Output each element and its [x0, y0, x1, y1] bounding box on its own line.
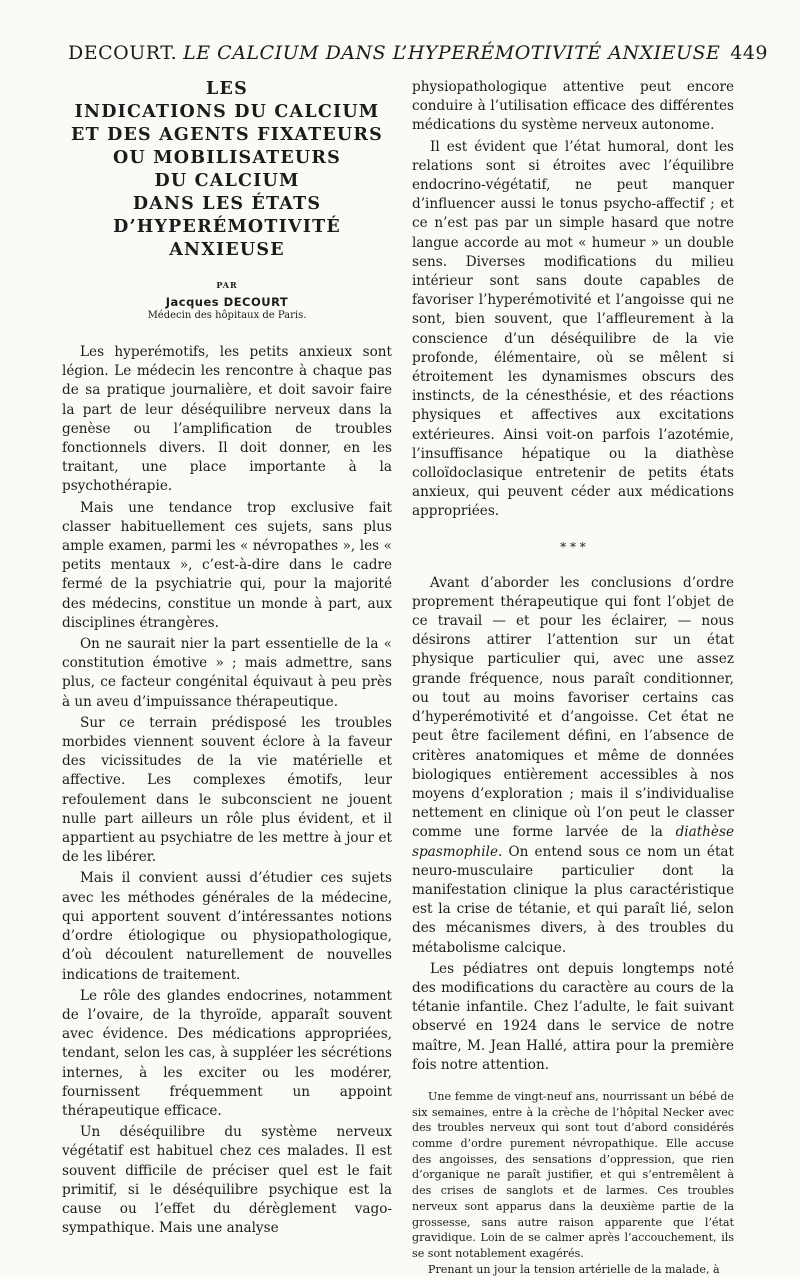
paragraph-text: . On entend sous ce nom un état neuro-musculaire particulier dont la manifestation clinique la plus caractéristique est la crise de tétanie, et qui paraît lié, selon des mécanismes divers, à des troubles du métabolisme calcique. — [412, 843, 734, 956]
case-report — [412, 1089, 734, 1277]
running-head — [68, 42, 768, 64]
paragraph — [412, 574, 734, 958]
section-break-asterism: * * * — [560, 539, 586, 554]
paragraph: Les pédiatres ont depuis longtemps noté des modifications du caractère au cours de la tétanie infantile. Chez l’adulte, le fait suivant observé en 1924 dans le service de notre maître, M. Jean Hallé, attira pour la première fois notre attention. — [412, 960, 734, 1073]
paragraph: Les hyperémotifs, les petits anxieux sont légion. Le médecin les rencontre à chaque pas de sa pratique journalière, et doit savoir faire la part de leur déséquilibre nerveux dans la genèse ou l’amplification de troubles fonctionnels divers. Il doit donner, en les traitant, une place importante à la psychothérapie. — [62, 344, 392, 495]
article-title-line: LES — [206, 79, 248, 99]
paragraph: Un déséquilibre du système nerveux végétatif est habituel chez ces malades. Il est souvent difficile de préciser quel est le fait primitif, si le déséquilibre psychique est la cause ou l’effet du dérèglement vago-sympathique. Mais une analyse — [62, 1124, 392, 1237]
left-column — [62, 78, 392, 1240]
paragraph: Mais il convient aussi d’étudier ces sujets avec les méthodes générales de la médecine, qui apportent souvent d’intéressantes notions d’ordre étiologique ou physiopathologique, d’où découlent naturellement de nouvelles indications de traitement. — [62, 870, 392, 983]
left-body — [62, 343, 392, 1238]
article-title-line: DANS LES ÉTATS — [132, 194, 322, 214]
italic-term: diathèse spasmophile — [412, 824, 734, 860]
case-report-paragraph: Une femme de vingt-neuf ans, nourrissant un bébé de six semaines, entre à la crèche de l’hôpital Necker avec des troubles nerveux qui sont tout d’abord considérés comme d’ordre purement névropathique. Elle accuse des angoisses, des sensations d’oppression, que rien d’organique ne paraît justifier, et qui s’entremêlent à des crises de sanglots et de larmes. Ces troubles nerveux sont apparus dans la deuxième partie de la grossesse, sans autre raison apparente que l’état gravidique. Loin de se calmer après l’accouchement, ils se sont notablement exagérés. — [412, 1089, 734, 1260]
author-affiliation: Médecin des hôpitaux de Paris. — [147, 310, 307, 321]
right-column — [412, 78, 734, 1277]
paragraph-text: Avant d’aborder les conclusions d’ordre proprement thérapeutique qui font l’objet de ce travail — et pour les éclairer, — nous désirons attirer l’attention sur un état physique particulier qui, avec une assez grande fréquence, nous paraît conditionner, ou tout au moins favoriser certains cas d’hyperémotivité et d’angoisse. Cet état ne peut être facilement défini, en l’absence de critères anatomiques et même de données biologiques entièrement accessibles à nos moyens d’exploration ; mais il s’individualise nettement en clinique où l’on peut le classer comme une forme larvée de la — [412, 574, 734, 841]
paragraph: Il est évident que l’état humoral, dont les relations sont si étroites avec l’équilibre endocrino-végétatif, ne peut manquer d’influencer aussi le tonus psycho-affectif ; et ce n’est pas par un simple hasard que notre langue accorde au mot « humeur » un double sens. Diverses modifications du milieu intérieur sont sans doute capables de favoriser l’hyperémotivité et l’angoisse qui ne sont, bien souvent, que l’affleurement à la conscience d’un déséquilibre de la vie profonde, élémentaire, où se mêlent si étroitement les dynamismes obscurs des instincts, de la cénesthésie, et des réactions physiques et affectives aux excitations extérieures. Ainsi voit-on parfois l’azotémie, l’insuffisance hépatique ou la diathèse colloïdoclasique entretenir de petits états anxieux, qui peuvent céder aux médications appropriées. — [412, 138, 734, 520]
running-head-title: LE CALCIUM DANS L’HYPERÉMOTIVITÉ ANXIEUSE — [183, 42, 721, 64]
article-title-line: D’HYPERÉMOTIVITÉ — [113, 217, 341, 237]
page-number: 449 — [730, 42, 768, 64]
paragraph-continuation: physiopathologique attentive peut encore conduire à l’utilisation efficace des différentes médications du système nerveux autonome. — [412, 79, 734, 134]
case-report-paragraph: Prenant un jour la tension artérielle de la malade, à — [428, 1262, 720, 1276]
article-title-line: ANXIEUSE — [169, 240, 285, 260]
paragraph: On ne saurait nier la part essentielle de la « constitution émotive » ; mais admettre, sans plus, ce facteur congénital équivaut à peu près à un aveu d’impuissance thérapeutique. — [62, 636, 392, 710]
article-title-block — [62, 78, 392, 321]
paragraph: Sur ce terrain prédisposé les troubles morbides viennent souvent éclore à la faveur des vicissitudes de la vie matérielle et affective. Les complexes émotifs, leur refoulement dans le subconscient ne jouent nulle part ailleurs un rôle plus évident, et il appartient au psychiatre de les mettre à jour et de les libérer. — [62, 714, 392, 866]
article-title-line: INDICATIONS DU CALCIUM — [74, 102, 380, 122]
author-name: Jacques DECOURT — [165, 295, 289, 309]
byline-par: PAR — [216, 280, 238, 290]
article-title-line: OU MOBILISATEURS — [113, 148, 341, 168]
paragraph: Le rôle des glandes endocrines, notamment de l’ovaire, de la thyroïde, apparaît souvent avec évidence. Des médications appropriées, tendant, selon les cas, à suppléer les sécrétions internes, à les exciter ou les modérer, fournissent fréquemment un appoint thérapeutique efficace. — [62, 987, 392, 1119]
article-title-line: ET DES AGENTS FIXATEURS — [71, 125, 383, 145]
article-title-line: DU CALCIUM — [154, 171, 300, 191]
paragraph: Mais une tendance trop exclusive fait classer habituellement ces sujets, sans plus ample examen, parmi les « névropathes », les « petits mentaux », c’est-à-dire dans le cadre fermé de la psychiatrie qui, pour la majorité des médecins, constitue un monde à part, aux disciplines étrangères. — [62, 499, 392, 631]
running-head-author: DECOURT. — [68, 42, 178, 64]
